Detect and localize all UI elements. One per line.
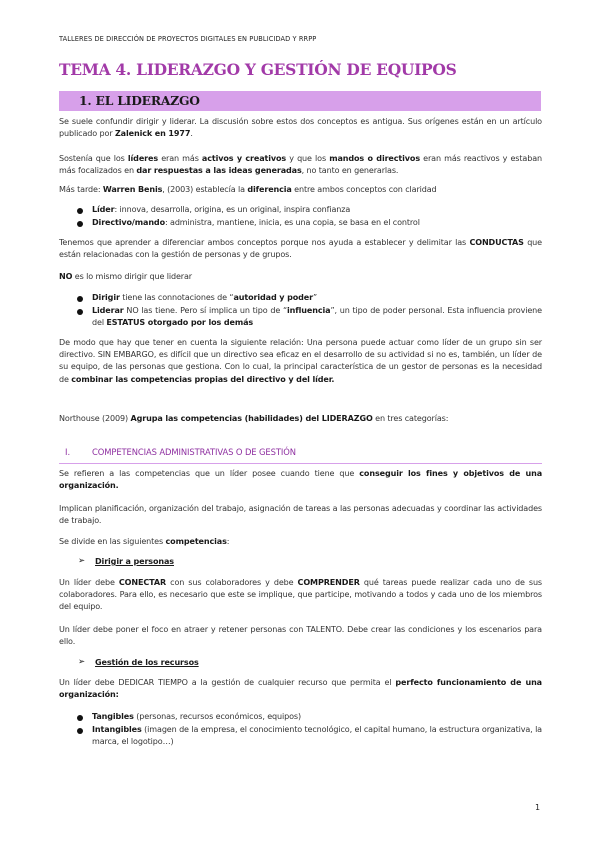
paragraph-lideres-mandos: Sostenía que los líderes eran más activos y creativos y que los mandos o directivos eran más reactivos y estaban más focalizados en dar respuestas a las ideas generadas, no tanto en generarlas. (59, 154, 543, 176)
section-heading-liderazgo (59, 91, 541, 111)
paragraph-se-divide: Se divide en las siguientes competencias: (59, 537, 230, 546)
page-title: TEMA 4. LIDERAZGO Y GESTIÓN DE EQUIPOS (59, 60, 457, 79)
section-title: COMPETENCIAS ADMINISTRATIVAS O DE GESTIÓN (92, 447, 296, 457)
bullet-icon (77, 221, 83, 227)
paragraph-se-refieren: Se refieren a las competencias que un líder posee cuando tiene que conseguir los fines y objetivos de una organización. (59, 469, 543, 491)
arrow-bullet-icon: ➢ (78, 657, 86, 667)
paragraph-implican: Implican planificación, organización del trabajo, asignación de tareas a las personas adecuadas y coordinar las actividades de trabajo. (59, 504, 542, 526)
paragraph-dedicar-tiempo: Un líder debe DEDICAR TIEMPO a la gestión de cualquier recurso que permita el perfecto funcionamiento de una organización: (59, 678, 542, 700)
subheading-gestion-recursos: Gestión de los recursos (95, 658, 199, 667)
bullet-icon (77, 296, 83, 302)
paragraph-benis: Más tarde: Warren Benis, (2003) establecía la diferencia entre ambos conceptos con claridad (59, 185, 437, 194)
paragraph-northouse: Northouse (2009) Agrupa las competencias (habilidades) del LIDERAZGO en tres categorías: (59, 414, 449, 423)
running-header: TALLERES DE DIRECCIÓN DE PROYECTOS DIGITALES EN PUBLICIDAD Y RRPP (59, 35, 317, 43)
paragraph-intro: Se suele confundir dirigir y liderar. La discusión sobre estos dos conceptos es antigua. Sus orígenes están en un artículo publicado por Zalenick en 1977. (59, 117, 542, 139)
paragraph-no-es-lo-mismo: NO es lo mismo dirigir que liderar (59, 272, 192, 281)
list-item-intangibles: Intangibles (imagen de la empresa, el conocimiento tecnológico, el capital humano, la estructura organizativa, la marca, el logotipo…) (92, 725, 542, 747)
section-heading-competencias-administrativas (59, 444, 542, 464)
paragraph-conectar: Un líder debe CONECTAR con sus colaboradores y debe COMPRENDER qué tareas puede realizar cada uno de sus colaboradores. Para ello, es necesario que este se implique, que participe, motivando a todos y cada uno de los miembros del equipo. (59, 578, 542, 612)
subheading-dirigir-personas: Dirigir a personas (95, 557, 174, 566)
list-item-tangibles: Tangibles (personas, recursos económicos, equipos) (92, 712, 302, 721)
arrow-bullet-icon: ➢ (78, 556, 86, 566)
bullet-icon (77, 208, 83, 214)
bullet-icon (77, 715, 83, 721)
bullet-icon (77, 309, 83, 315)
bullet-icon (77, 728, 83, 734)
section-heading-text: 1. EL LIDERAZGO (79, 93, 200, 108)
list-item-dirigir: Dirigir tiene las connotaciones de “autoridad y poder” (92, 293, 318, 302)
section-number: I. (65, 447, 71, 457)
paragraph-relacion: De modo que hay que tener en cuenta la siguiente relación: Una persona puede actuar como líder de un grupo sin ser directivo. SIN EMBARGO, es difícil que un directivo sea eficaz en el desarrollo de su actividad si no es, también, un líder de su equipo, de las personas que gestiona. Con lo cual, la principal característica de un gestor de personas es la necesidad de combinar las competencias propias del directivo y del líder. (59, 338, 542, 384)
list-item-directivo: Directivo/mando: administra, mantiene, inicia, es una copia, se basa en el control (92, 218, 420, 227)
list-item-liderar: Liderar NO las tiene. Pero sí implica un tipo de “influencia”, un tipo de poder personal. Esta influencia proviene del ESTATUS otorgado por los demás (92, 306, 542, 328)
paragraph-talento: Un líder debe poner el foco en atraer y retener personas con TALENTO. Debe crear las condiciones y los escenarios para ello. (59, 625, 542, 647)
paragraph-conductas: Tenemos que aprender a diferenciar ambos conceptos porque nos ayuda a establecer y delimitar las CONDUCTAS que están relacionadas con la gestión de personas y de grupos. (59, 238, 542, 260)
list-item-lider: Líder: innova, desarrolla, origina, es un original, inspira confianza (92, 205, 351, 214)
page-number: 1 (535, 803, 541, 812)
